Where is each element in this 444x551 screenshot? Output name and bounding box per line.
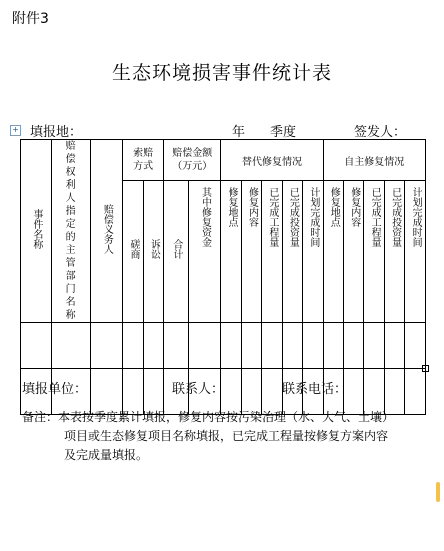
table-cell[interactable]: [188, 323, 221, 369]
header-claim-method: 索赔方式: [123, 140, 164, 181]
note-line-1: 备注：本表按季度累计填报，修复内容按污染治理（水、大气、土壤）: [22, 410, 395, 424]
header-self-repair: 自主修复情况: [323, 140, 425, 181]
table-cell[interactable]: [241, 323, 261, 369]
header-lawsuit: 诉讼: [143, 180, 163, 322]
table-cell[interactable]: [262, 323, 282, 369]
header-sub-repair-site: 修复地点: [221, 180, 241, 322]
statistics-table: [20, 139, 426, 415]
table-cell[interactable]: [51, 323, 90, 369]
page-title: 生态环境损害事件统计表: [111, 62, 332, 84]
header-self-repair-site: 修复地点: [323, 180, 343, 322]
table-row[interactable]: [21, 323, 426, 369]
table-cell[interactable]: [143, 323, 163, 369]
note-line-2: 项目或生态修复项目名称填报，已完成工程量按修复方案内容: [64, 429, 389, 443]
fill-unit-label: 填报单位：: [22, 382, 88, 397]
year-label: 年: [232, 125, 246, 140]
header-substitute-repair: 替代修复情况: [221, 140, 323, 181]
header-sub-done-invest: 已完成投资量: [282, 180, 302, 322]
header-obligor: 赔偿义务人: [90, 140, 123, 323]
header-sub-repair-content: 修复内容: [241, 180, 261, 322]
table-cell[interactable]: [323, 323, 343, 369]
note-line-3: 及完成量填报。: [64, 448, 149, 462]
issuer-label: 签发人：: [354, 125, 407, 140]
table-cell[interactable]: [303, 323, 324, 369]
table-cell[interactable]: [221, 323, 241, 369]
header-total: 合计: [164, 180, 189, 322]
contact-person-label: 联系人：: [172, 382, 225, 397]
header-self-repair-content: 修复内容: [344, 180, 364, 322]
table-cell[interactable]: [344, 323, 364, 369]
table-move-handle-icon[interactable]: +: [10, 125, 21, 136]
header-self-done-invest: 已完成投资量: [384, 180, 404, 322]
season-label: 季度: [270, 125, 297, 140]
header-event-name: 事件名称: [21, 140, 52, 323]
table-cell[interactable]: [282, 323, 302, 369]
header-sub-plan-time: 计划完成时间: [303, 180, 324, 322]
header-self-plan-time: 计划完成时间: [405, 180, 426, 322]
table-cell[interactable]: [123, 323, 143, 369]
table-cell[interactable]: [164, 323, 189, 369]
contact-phone-label: 联系电话：: [282, 382, 348, 397]
table-cell[interactable]: [21, 323, 52, 369]
table-cell[interactable]: [384, 323, 404, 369]
header-rights-dept: 赔偿权利人指定的主管部门名称: [51, 140, 90, 323]
header-compensation-amount: 赔偿金额（万元）: [164, 140, 221, 181]
table-cell[interactable]: [90, 323, 123, 369]
fill-place-label: 填报地：: [30, 125, 83, 140]
table-resize-handle[interactable]: [422, 365, 429, 372]
header-repair-fund: 其中修复资金: [188, 180, 221, 322]
table-cell[interactable]: [405, 323, 426, 369]
header-sub-done-work: 已完成工程量: [262, 180, 282, 322]
header-consult: 磋商: [123, 180, 143, 322]
page-edge-marker: [436, 482, 440, 502]
attachment-label: 附件3: [12, 11, 49, 27]
table-cell[interactable]: [405, 369, 426, 415]
header-self-done-work: 已完成工程量: [364, 180, 384, 322]
table-cell[interactable]: [364, 323, 384, 369]
